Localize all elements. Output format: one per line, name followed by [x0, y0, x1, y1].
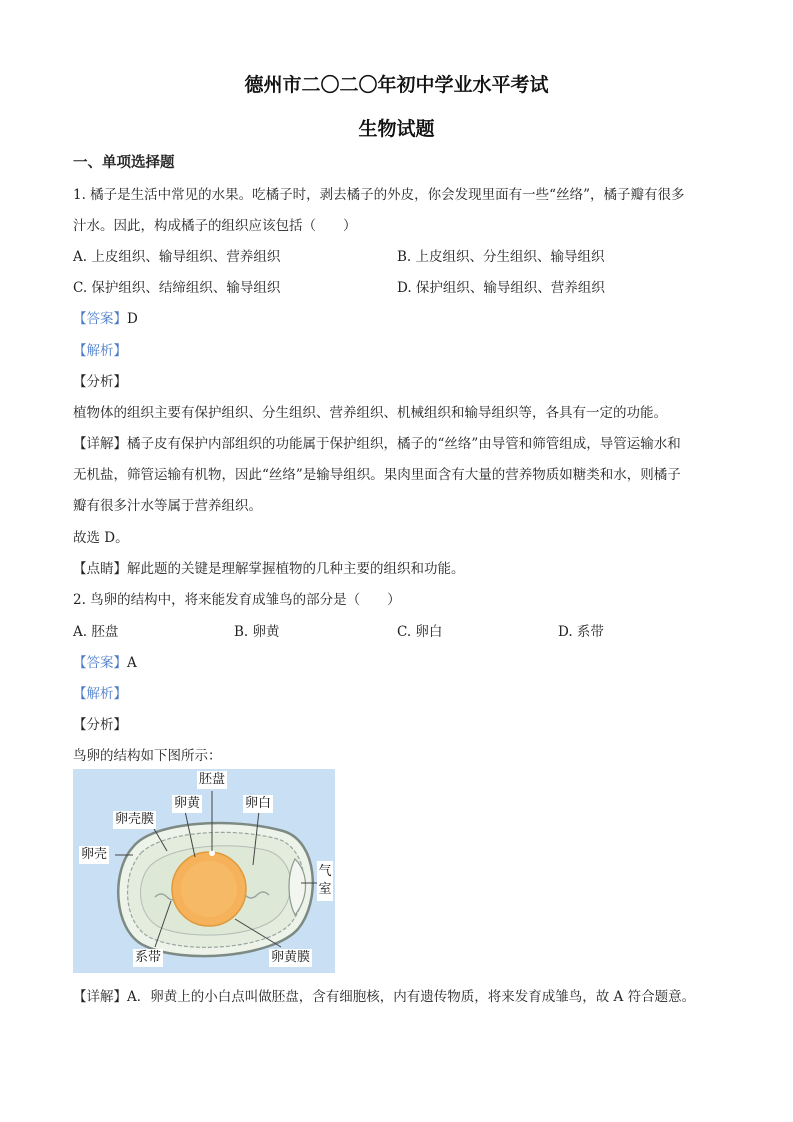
q1-detail-line2: 无机盐，筛管运输有机物，因此“丝络”是输导组织。果肉里面含有大量的营养物质如糖类和水，则橘子 [73, 467, 681, 483]
label-chalaza: 系带 [135, 950, 162, 965]
q1-conclusion: 故选 D。 [73, 530, 129, 546]
q2-answer [73, 651, 137, 671]
q1-tip: 【点睛】解此题的关键是理解掌握植物的几种主要的组织和功能。 [73, 561, 465, 577]
q2-analysis-tag: 【解析】 [73, 686, 127, 702]
q1-option-a: A. 上皮组织、输导组织、营养组织 [73, 249, 281, 265]
q1-option-d: D. 保护组织、输导组织、营养组织 [397, 280, 605, 296]
q1-option-b: B. 上皮组织、分生组织、输导组织 [397, 249, 605, 265]
answer-tag: 【答案】 [73, 311, 127, 327]
q1-fenxi-tag: 【分析】 [73, 374, 127, 390]
label-albumen: 卵白 [245, 796, 272, 811]
yolk-highlight [181, 861, 237, 917]
q1-stem-line1: 1. 橘子是生活中常见的水果。吃橘子时，剥去橘子的外皮，你会发现里面有一些“丝络”，橘子瓣有很多 [73, 187, 685, 203]
answer-value: D [127, 311, 138, 327]
q1-analysis-tag: 【解析】 [73, 343, 127, 359]
q1-detail-line3: 瓣有很多汁水等属于营养组织。 [73, 498, 262, 514]
q2-option-b: B. 卵黄 [234, 624, 280, 640]
exam-title: 德州市二〇二〇年初中学业水平考试 [244, 74, 549, 96]
q1-detail-line1: 【详解】橘子皮有保护内部组织的功能属于保护组织，橘子的“丝络”由导管和筛管组成，导管运输水和 [73, 436, 681, 452]
egg-illustration [73, 769, 335, 973]
egg-structure-diagram [73, 769, 335, 973]
label-germinal-disc: 胚盘 [199, 772, 226, 787]
q1-option-c: C. 保护组织、结缔组织、输导组织 [73, 280, 281, 296]
section-heading: 一、单项选择题 [73, 155, 175, 171]
answer-value: A [127, 655, 137, 671]
exam-subtitle: 生物试题 [358, 118, 435, 140]
q1-fenxi-text: 植物体的组织主要有保护组织、分生组织、营养组织、机械组织和输导组织等，各具有一定的功能。 [73, 405, 667, 421]
label-yolk: 卵黄 [174, 796, 201, 811]
q2-fenxi-text: 鸟卵的结构如下图所示： [73, 748, 222, 764]
q2-option-d: D. 系带 [558, 624, 604, 640]
answer-tag: 【答案】 [73, 655, 127, 671]
label-air-cell [317, 861, 333, 901]
q2-detail: 【详解】A．卵黄上的小白点叫做胚盘，含有细胞核，内有遗传物质，将来发育成雏鸟，故 A 符合题意。 [73, 989, 696, 1005]
q2-fenxi-tag: 【分析】 [73, 717, 127, 733]
q2-option-a: A. 胚盘 [73, 624, 119, 640]
label-yolk-membrane: 卵黄膜 [271, 950, 311, 965]
label-shell: 卵壳 [81, 847, 108, 862]
q2-option-c: C. 卵白 [397, 624, 443, 640]
q2-stem: 2. 鸟卵的结构中，将来能发育成雏鸟的部分是（ ） [73, 592, 401, 608]
label-air-cell-text: 气室 [318, 864, 332, 897]
label-shell-membrane: 卵壳膜 [115, 812, 155, 827]
q1-stem-line2: 汁水。因此，构成橘子的组织应该包括（ ） [73, 218, 357, 234]
q1-answer [73, 307, 138, 327]
